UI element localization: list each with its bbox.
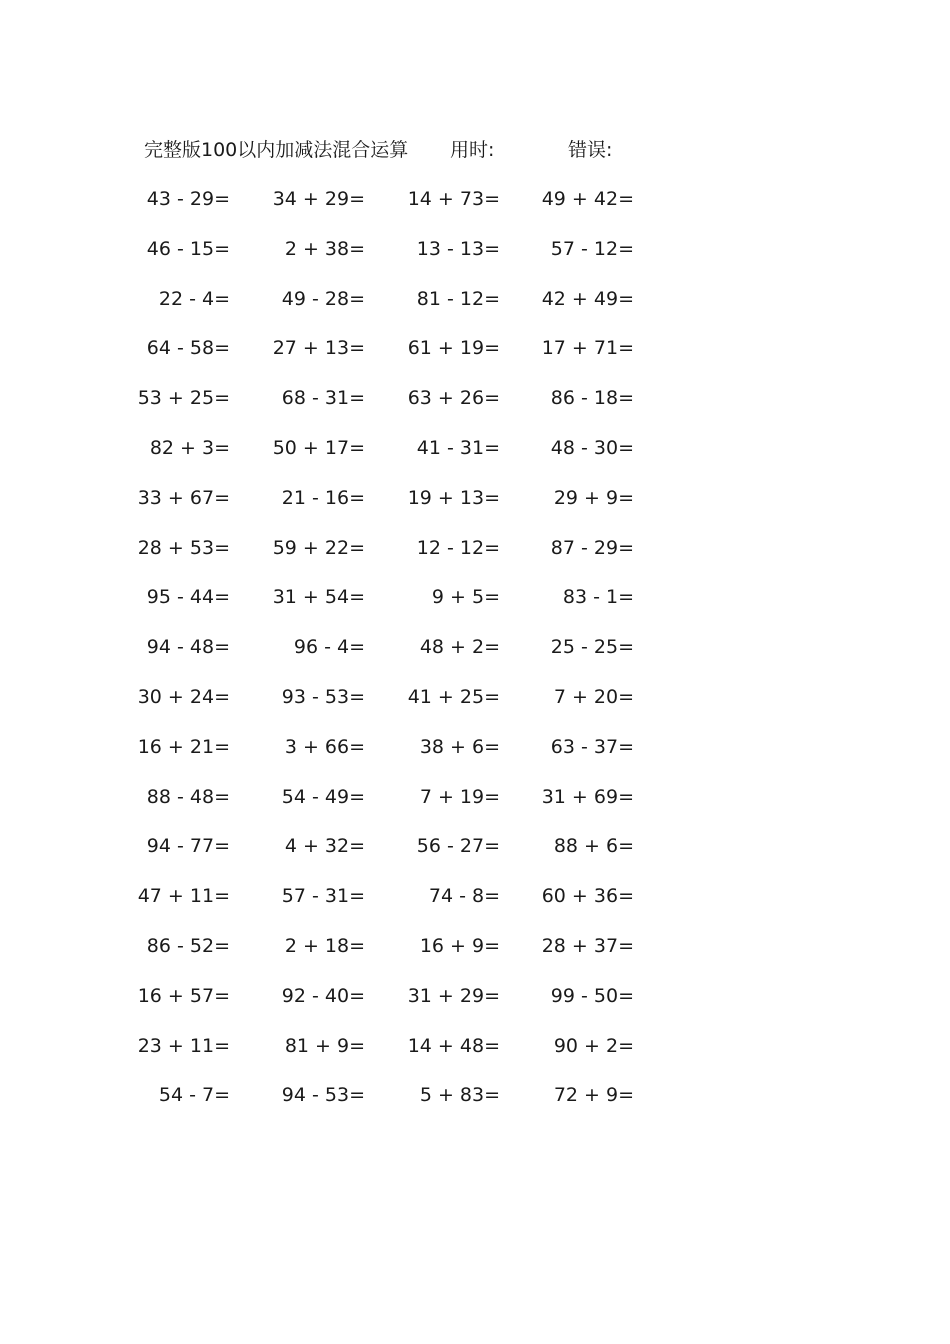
math-problem: 86 - 18= — [550, 387, 634, 410]
math-problem: 9 + 5= — [431, 586, 500, 609]
problem-row — [0, 334, 950, 384]
math-problem: 88 - 48= — [146, 785, 230, 808]
math-problem: 57 - 12= — [550, 237, 634, 260]
math-problem: 83 - 1= — [562, 586, 634, 609]
math-problem: 49 + 42= — [541, 188, 634, 210]
math-problem: 3 + 66= — [284, 735, 365, 758]
math-problem: 92 - 40= — [281, 984, 365, 1007]
problem-row — [0, 235, 950, 285]
math-problem: 74 - 8= — [428, 885, 500, 908]
math-problem: 12 - 12= — [416, 536, 500, 559]
problem-row — [0, 633, 950, 683]
math-problem: 64 - 58= — [146, 337, 230, 360]
problem-row — [0, 832, 950, 882]
math-problem: 63 + 26= — [407, 387, 500, 410]
math-problem: 99 - 50= — [550, 984, 634, 1007]
problem-row — [0, 384, 950, 434]
math-problem: 23 + 11= — [137, 1034, 230, 1057]
math-problem: 87 - 29= — [550, 536, 634, 559]
math-problem: 47 + 11= — [137, 885, 230, 908]
math-problem: 5 + 83= — [419, 1084, 500, 1107]
math-problem: 7 + 19= — [419, 785, 500, 808]
problem-row — [0, 683, 950, 733]
problem-row — [0, 733, 950, 783]
math-problem: 16 + 57= — [137, 984, 230, 1007]
worksheet-title: 完整版100以内加减法混合运算 — [144, 139, 409, 161]
math-problem: 33 + 67= — [137, 486, 230, 509]
problem-row — [0, 783, 950, 833]
math-problem: 95 - 44= — [146, 586, 230, 609]
problem-row — [0, 583, 950, 633]
math-problem: 14 + 73= — [407, 188, 500, 210]
time-label: 用时: — [450, 139, 495, 161]
math-problem: 43 - 29= — [146, 188, 230, 210]
math-problem: 28 + 37= — [541, 934, 634, 957]
math-problem: 30 + 24= — [137, 685, 230, 708]
math-problem: 42 + 49= — [541, 287, 634, 310]
math-problem: 2 + 38= — [284, 237, 365, 260]
math-problem: 60 + 36= — [541, 885, 634, 908]
math-problem: 94 - 77= — [146, 835, 230, 858]
math-problem: 82 + 3= — [149, 436, 230, 459]
math-problem: 56 - 27= — [416, 835, 500, 858]
math-problem: 81 - 12= — [416, 287, 500, 310]
math-problem: 48 - 30= — [550, 436, 634, 459]
math-problem: 28 + 53= — [137, 536, 230, 559]
problem-row — [0, 434, 950, 484]
math-problem: 93 - 53= — [281, 685, 365, 708]
math-problem: 41 + 25= — [407, 685, 500, 708]
math-problem: 41 - 31= — [416, 436, 500, 459]
math-problem: 54 - 7= — [158, 1084, 230, 1107]
math-problem: 17 + 71= — [541, 337, 634, 360]
problem-row — [0, 1081, 950, 1131]
math-problem: 86 - 52= — [146, 934, 230, 957]
math-problem: 81 + 9= — [284, 1034, 365, 1057]
math-problem: 94 - 48= — [146, 636, 230, 659]
problem-row — [0, 185, 950, 235]
math-problem: 53 + 25= — [137, 387, 230, 410]
problem-row — [0, 982, 950, 1032]
math-problem: 94 - 53= — [281, 1084, 365, 1107]
math-problem: 25 - 25= — [550, 636, 634, 659]
math-problem: 72 + 9= — [553, 1084, 634, 1107]
math-problem: 34 + 29= — [272, 188, 365, 210]
problem-row — [0, 882, 950, 932]
math-problem: 13 - 13= — [416, 237, 500, 260]
math-problem: 57 - 31= — [281, 885, 365, 908]
math-problem: 7 + 20= — [553, 685, 634, 708]
math-problem: 50 + 17= — [272, 436, 365, 459]
math-problem: 61 + 19= — [407, 337, 500, 360]
math-problem: 59 + 22= — [272, 536, 365, 559]
error-label: 错误: — [568, 139, 613, 161]
math-problem: 90 + 2= — [553, 1034, 634, 1057]
problem-grid — [0, 185, 950, 1131]
math-problem: 29 + 9= — [553, 486, 634, 509]
math-problem: 49 - 28= — [281, 287, 365, 310]
problem-row — [0, 1032, 950, 1082]
math-problem: 68 - 31= — [281, 387, 365, 410]
math-problem: 2 + 18= — [284, 934, 365, 957]
math-problem: 27 + 13= — [272, 337, 365, 360]
math-problem: 48 + 2= — [419, 636, 500, 659]
math-problem: 38 + 6= — [419, 735, 500, 758]
math-problem: 21 - 16= — [281, 486, 365, 509]
math-problem: 96 - 4= — [293, 636, 365, 659]
math-problem: 63 - 37= — [550, 735, 634, 758]
problem-row — [0, 484, 950, 534]
math-problem: 22 - 4= — [158, 287, 230, 310]
problem-row — [0, 285, 950, 335]
problem-row — [0, 932, 950, 982]
math-problem: 14 + 48= — [407, 1034, 500, 1057]
worksheet-header — [144, 136, 664, 164]
math-problem: 31 + 69= — [541, 785, 634, 808]
math-problem: 19 + 13= — [407, 486, 500, 509]
math-problem: 88 + 6= — [553, 835, 634, 858]
math-problem: 4 + 32= — [284, 835, 365, 858]
math-problem: 16 + 9= — [419, 934, 500, 957]
math-problem: 31 + 54= — [272, 586, 365, 609]
math-problem: 31 + 29= — [407, 984, 500, 1007]
math-problem: 54 - 49= — [281, 785, 365, 808]
math-problem: 46 - 15= — [146, 237, 230, 260]
math-problem: 16 + 21= — [137, 735, 230, 758]
problem-row — [0, 534, 950, 584]
